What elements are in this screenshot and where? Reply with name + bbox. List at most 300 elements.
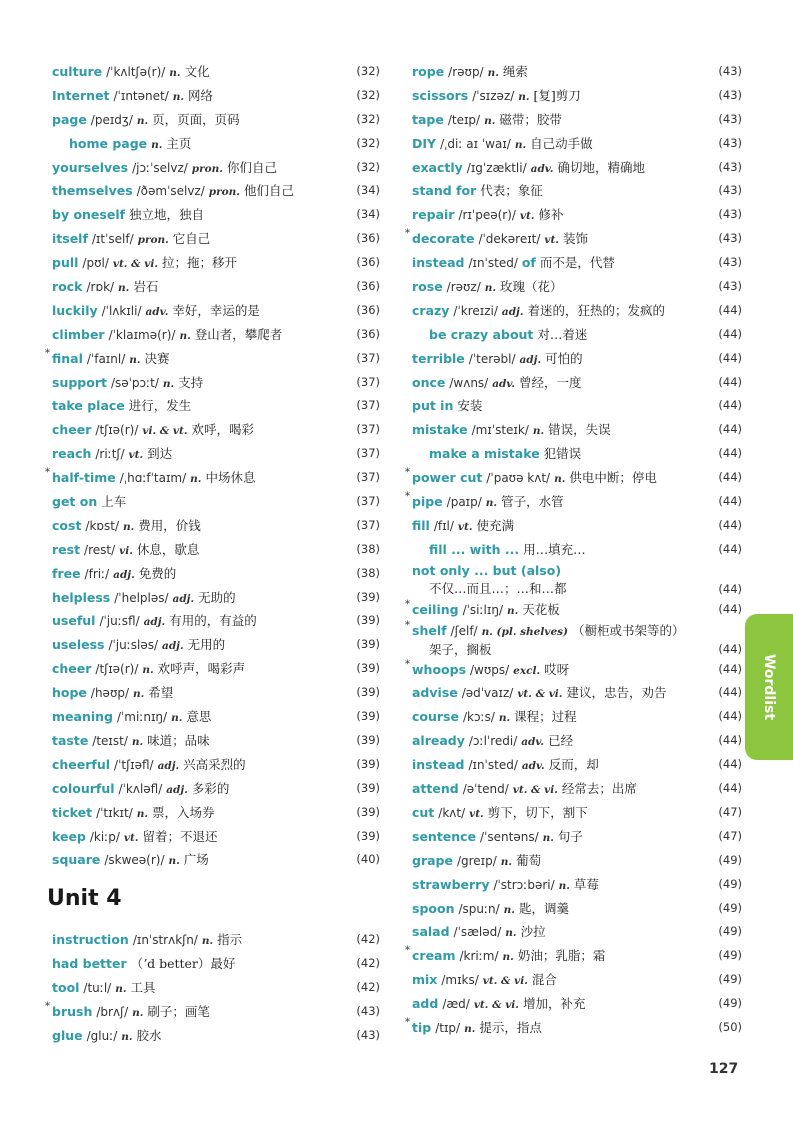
phonetic: /əˈtend/ — [462, 782, 509, 797]
page-reference: (44) — [718, 733, 742, 748]
entry-line — [412, 781, 637, 796]
entry-line — [52, 852, 209, 867]
chinese-meaning: 指示 — [217, 932, 243, 947]
phonetic: /səˈpɔːt/ — [110, 375, 159, 390]
chinese-meaning: 有用的，有益的 — [169, 613, 257, 629]
part-of-speech: adv. — [492, 377, 516, 390]
phonetic: /ɪnˈsted/ — [468, 758, 518, 773]
wordlist-entry — [412, 753, 742, 777]
page-reference: (37) — [356, 398, 380, 413]
entry-line — [52, 590, 236, 605]
part-of-speech: n. — [123, 520, 135, 533]
wordlist-entry — [52, 132, 380, 156]
headword: home page — [69, 135, 148, 151]
headword: mix — [412, 972, 438, 988]
wordlist-entry — [412, 705, 742, 729]
chinese-meaning: 曾经，一度 — [519, 374, 582, 390]
phonetic: /ˈdekəreɪt/ — [478, 232, 541, 247]
headword: rock — [52, 279, 83, 295]
page-reference: (47) — [718, 804, 742, 819]
page-reference: (36) — [356, 231, 380, 246]
entry-line — [412, 877, 599, 892]
headword: DIY — [412, 135, 437, 151]
entry-line — [412, 996, 585, 1011]
headword: itself — [52, 231, 88, 247]
wordlist-right-column — [405, 60, 742, 1040]
entry-line — [52, 1004, 210, 1019]
wordlist-entry — [405, 658, 742, 682]
page-reference: (34) — [356, 207, 380, 222]
page-reference: (49) — [718, 852, 742, 867]
phonetic: /tɪp/ — [435, 1020, 461, 1035]
part-of-speech: n. — [500, 855, 513, 868]
chinese-meaning: 费用，价钱 — [138, 517, 201, 533]
headword: climber — [52, 326, 105, 342]
headword: whoops — [412, 661, 467, 677]
chinese-meaning: 刷子；画笔 — [147, 1003, 210, 1019]
entry-line — [52, 613, 257, 628]
page-reference: (44) — [718, 601, 742, 616]
headword: mistake — [412, 422, 468, 438]
chinese-meaning: 错误，失误 — [548, 422, 611, 438]
entry-line — [412, 303, 665, 318]
headword: make a mistake — [429, 446, 540, 462]
entry-line — [429, 446, 581, 461]
page-reference: (44) — [718, 422, 742, 437]
chinese-meaning: 拉；拖；移开 — [161, 255, 237, 271]
wordlist-entry — [52, 976, 380, 1000]
chinese-meaning: 上车 — [101, 494, 127, 510]
headword: crazy — [412, 302, 450, 318]
page-reference: (43) — [718, 279, 742, 294]
page-reference: (44) — [718, 581, 742, 596]
part-of-speech: n. — [498, 712, 511, 725]
page-reference: (39) — [356, 685, 380, 700]
phonetic: /ˈfaɪnl/ — [86, 351, 126, 366]
chinese-meaning: 而不是，代替 — [539, 255, 615, 271]
page-reference: (49) — [718, 924, 742, 939]
part-of-speech: n. — [129, 353, 141, 366]
entry-line — [412, 375, 582, 390]
chinese-meaning: 沙拉 — [520, 924, 546, 940]
wordlist-entry — [412, 275, 742, 299]
part-of-speech: n. — [162, 377, 175, 390]
page-reference: (44) — [718, 494, 742, 509]
part-of-speech: adv. — [521, 736, 545, 749]
chinese-meaning: 多彩的 — [191, 780, 230, 796]
phonetic: /teɪp/ — [447, 112, 481, 127]
optional-word-marker: * — [405, 228, 410, 240]
headword: take place — [52, 398, 125, 414]
chinese-meaning: 经常去；出席 — [561, 781, 637, 797]
part-of-speech: n. — [542, 831, 554, 844]
chinese-meaning: 岩石 — [133, 279, 159, 295]
part-of-speech: n. — [190, 473, 202, 486]
chinese-meaning: 页，页面，页码 — [152, 111, 240, 127]
page-reference: (37) — [356, 517, 380, 532]
headword: shelf — [412, 622, 447, 638]
wordlist-entry — [52, 633, 380, 657]
page-reference: (43) — [356, 1003, 380, 1018]
phonetic: /ˈpaʊə kʌt/ — [486, 471, 551, 486]
part-of-speech: n. — [142, 664, 154, 677]
headword: cream — [412, 948, 456, 964]
chinese-meaning: 广场 — [183, 852, 209, 868]
headword: taste — [52, 732, 89, 748]
wordlist-entry — [52, 681, 380, 705]
chinese-meaning: 确切地，精确地 — [557, 159, 645, 175]
part-of-speech: pron. — [137, 234, 169, 247]
part-of-speech: vt. & vi. — [473, 999, 519, 1012]
headword: luckily — [52, 302, 98, 318]
headword: pull — [52, 255, 79, 271]
entry-line — [52, 1028, 162, 1043]
headword: half-time — [52, 470, 116, 486]
wordlist-entry — [52, 657, 380, 681]
page-reference: (43) — [718, 183, 742, 198]
headword: ceiling — [412, 601, 459, 617]
phonetic: /ɪnˈstrʌkʃn/ — [132, 933, 198, 947]
wordlist-entry — [412, 156, 742, 180]
wordlist-entry — [412, 251, 742, 275]
wordlist-entry — [412, 801, 742, 825]
chinese-meaning: 修补 — [538, 207, 564, 223]
chinese-meaning: 意思 — [186, 709, 212, 725]
wordlist-entry — [412, 60, 742, 84]
wordlist-entry — [52, 1024, 380, 1048]
wordlist-entry — [52, 825, 380, 849]
headword: tip — [412, 1019, 432, 1035]
headword-suffix: of — [521, 255, 536, 271]
entry-line — [412, 948, 605, 963]
headword: had better — [52, 955, 127, 971]
part-of-speech: n. — [514, 138, 527, 151]
part-of-speech: n. — [518, 90, 530, 103]
optional-word-marker: * — [45, 1000, 50, 1012]
page-reference: (47) — [718, 828, 742, 843]
side-tab-label: Wordlist — [761, 653, 777, 721]
optional-word-marker: * — [405, 945, 410, 957]
chinese-meaning: 兴高采烈的 — [183, 756, 246, 772]
chinese-meaning: 对…着迷 — [537, 326, 588, 342]
chinese-meaning: 可怕的 — [545, 350, 583, 366]
chinese-meaning: 犯错误 — [543, 446, 582, 462]
headword: stand for — [412, 183, 477, 199]
chinese-meaning: 票，入场券 — [152, 804, 215, 820]
chinese-meaning: 独立地，独自 — [129, 207, 205, 223]
page-reference: (44) — [718, 641, 742, 656]
chinese-meaning: 自己动手做 — [530, 135, 593, 151]
wordlist-entry — [412, 394, 742, 418]
entry-line — [412, 805, 588, 820]
page-reference: (39) — [356, 613, 380, 628]
entry-line — [412, 231, 588, 246]
page-reference: (34) — [356, 183, 380, 198]
chinese-meaning: 不仅…而且…；…和…都 — [429, 580, 567, 596]
headword: culture — [52, 64, 103, 79]
phonetic: /kɒst/ — [85, 518, 120, 533]
part-of-speech: n. — [502, 951, 514, 964]
part-of-speech: vt. & vi. — [482, 975, 528, 988]
wordlist-entry — [52, 514, 380, 538]
wordlist-entry — [405, 490, 742, 514]
entry-line — [412, 924, 546, 939]
page-reference: (39) — [356, 589, 380, 604]
headword: meaning — [52, 709, 113, 725]
page-reference: (42) — [356, 932, 380, 946]
wordlist-entry — [412, 849, 742, 873]
entry-line — [52, 279, 158, 294]
wordlist-entry — [52, 609, 380, 633]
chinese-meaning: 免费的 — [138, 565, 177, 581]
phonetic: /ˈsæləd/ — [453, 925, 502, 940]
phonetic: /ˌhɑːfˈtaɪm/ — [119, 471, 187, 486]
page-reference: (37) — [356, 446, 380, 461]
wordlist-entry — [412, 179, 742, 203]
wordlist-entry — [52, 84, 380, 108]
phonetic: /rəʊp/ — [448, 65, 484, 79]
page-reference: (37) — [356, 470, 380, 485]
headword: exactly — [412, 159, 463, 175]
wordlist-entry — [412, 514, 742, 538]
headword: themselves — [52, 183, 133, 199]
chinese-meaning: 匙，调羹 — [518, 900, 569, 916]
part-of-speech: excl. — [513, 664, 541, 677]
part-of-speech: n. — [558, 879, 570, 892]
headword: ticket — [52, 804, 93, 820]
headword: pipe — [412, 494, 443, 510]
part-of-speech: n. — [168, 855, 180, 868]
wordlist-unit4-column — [45, 928, 380, 1047]
entry-line — [52, 64, 210, 79]
chinese-meaning: 进行，发生 — [128, 398, 192, 414]
chinese-meaning: 建议，忠告，劝告 — [566, 685, 667, 701]
headword: be crazy about — [429, 326, 534, 342]
phonetic: /kɔːs/ — [462, 710, 495, 725]
part-of-speech: adj. — [162, 640, 184, 653]
chinese-meaning: 无用的 — [187, 637, 226, 653]
headword: keep — [52, 828, 86, 844]
wordlist-entry — [45, 1000, 380, 1024]
part-of-speech: n. — [554, 473, 566, 486]
part-of-speech: adj. — [501, 305, 524, 318]
phonetic: /rəʊz/ — [446, 280, 481, 295]
chinese-meaning: 希望 — [148, 685, 174, 701]
part-of-speech: n. — [151, 138, 163, 151]
chinese-meaning: 欢呼，喝彩 — [191, 422, 255, 438]
headword: cut — [412, 804, 435, 820]
page-reference: (43) — [718, 255, 742, 270]
phonetic: /ɪtˈself/ — [91, 232, 134, 247]
entry-line — [52, 566, 176, 581]
wordlist-entry — [412, 992, 742, 1016]
wordlist-entry — [52, 586, 380, 610]
part-of-speech: n. — [484, 114, 496, 127]
headword: salad — [412, 924, 450, 940]
phonetic: /ˈkʌltʃə(r)/ — [106, 65, 166, 79]
wordlist-entry — [412, 84, 742, 108]
page-reference: (44) — [718, 709, 742, 724]
part-of-speech: n. — [532, 425, 545, 438]
chinese-meaning: 剪下，切下，割下 — [487, 804, 588, 820]
wordlist-entry — [405, 466, 742, 490]
phonetic: /rɪˈpeə(r)/ — [458, 208, 516, 223]
part-of-speech: adv. — [530, 162, 554, 175]
phonetic: /ˈlʌkɪli/ — [101, 303, 142, 318]
page-reference: (49) — [718, 972, 742, 987]
chinese-meaning: 提示，指点 — [479, 1019, 542, 1035]
headword: Internet — [52, 87, 110, 103]
part-of-speech: vt. & vi. — [517, 688, 563, 701]
headword: cost — [52, 517, 82, 533]
page-reference: (43) — [718, 207, 742, 222]
entry-line — [52, 351, 170, 366]
page-reference: (32) — [356, 135, 380, 150]
entry-line — [52, 231, 210, 246]
page-number: 127 — [709, 1061, 739, 1077]
phonetic: /wʊps/ — [470, 662, 510, 677]
part-of-speech: n. — [169, 67, 181, 79]
entry-line — [412, 1020, 542, 1035]
part-of-speech: n. — [121, 1030, 133, 1043]
entry-line — [412, 709, 577, 724]
headword: by oneself — [52, 207, 126, 223]
phonetic: /jɔːˈselvz/ — [132, 160, 188, 175]
wordlist-entry — [412, 538, 742, 562]
entry-line — [412, 160, 645, 175]
entry-line — [412, 470, 657, 485]
headword: instead — [412, 757, 465, 773]
chinese-meaning: 它自己 — [172, 231, 211, 247]
entry-line — [52, 733, 210, 748]
wordlist-entry — [412, 299, 742, 323]
headword: grape — [412, 852, 453, 868]
wordlist-entry — [412, 777, 742, 801]
wordlist-entry — [52, 753, 380, 777]
page-reference: (36) — [356, 326, 380, 341]
entry-line — [52, 303, 260, 318]
headword: instead — [412, 255, 465, 271]
chinese-meaning: 绳索 — [502, 64, 528, 79]
page-reference: (36) — [356, 279, 380, 294]
headword: square — [52, 852, 101, 868]
part-of-speech: n. — [136, 807, 149, 820]
headword: tape — [412, 111, 444, 127]
phonetic: /rɒk/ — [86, 280, 115, 295]
headword: add — [412, 996, 439, 1012]
entry-line — [412, 494, 564, 509]
headword: repair — [412, 207, 455, 223]
page-reference: (44) — [718, 661, 742, 676]
page-reference: (36) — [356, 302, 380, 317]
entry-line — [412, 901, 569, 916]
headword: helpless — [52, 589, 111, 605]
entry-line — [52, 183, 294, 198]
part-of-speech: adj. — [519, 353, 542, 366]
part-of-speech: n. — [131, 735, 144, 748]
entry-line — [52, 398, 191, 413]
headword: power cut — [412, 470, 483, 486]
chinese-meaning: 主页 — [166, 135, 192, 151]
page-reference: (37) — [356, 350, 380, 365]
phonetic: /ˈjuːsfl/ — [99, 614, 140, 629]
headword: get on — [52, 494, 98, 510]
phonetic: /skweə(r)/ — [104, 853, 165, 868]
headword: page — [52, 111, 87, 127]
chinese-meaning: 奶油；乳脂；霜 — [517, 948, 606, 964]
entry-line — [52, 932, 242, 947]
chinese-meaning: 他们自己 — [243, 183, 294, 199]
part-of-speech: vt. & vi. — [512, 784, 558, 797]
chinese-meaning: 欢呼声，喝彩声 — [157, 661, 246, 677]
part-of-speech: n. — [484, 282, 497, 295]
phonetic: /tuːl/ — [83, 980, 112, 995]
wordlist-entry — [412, 418, 742, 442]
headword: final — [52, 350, 83, 366]
page-reference: (42) — [356, 979, 380, 994]
page-reference: (44) — [718, 517, 742, 532]
phonetic: /ɔːlˈredi/ — [468, 734, 518, 749]
wordlist-entry — [412, 562, 742, 598]
part-of-speech: n. — [485, 497, 498, 510]
phonetic: /ˈstrɔːbəri/ — [493, 877, 555, 892]
phonetic: /brʌʃ/ — [96, 1004, 129, 1019]
entry-line — [52, 757, 246, 772]
wordlist-entry — [52, 179, 380, 203]
part-of-speech: adj. — [166, 783, 188, 796]
wordlist-entry — [52, 251, 380, 275]
chinese-meaning: 管子，水管 — [501, 494, 564, 510]
part-of-speech: n. — [132, 1006, 144, 1019]
page-reference: (49) — [718, 876, 742, 891]
entry-line — [412, 972, 557, 987]
chinese-meaning: 中场休息 — [205, 470, 256, 486]
wordlist-entry — [412, 371, 742, 395]
phonetic: /həʊp/ — [90, 686, 130, 701]
phonetic: /ˈɪntənet/ — [113, 88, 169, 103]
phonetic: /ˈsentəns/ — [480, 829, 539, 844]
optional-word-marker: * — [405, 598, 410, 610]
wordlist-entry — [52, 371, 380, 395]
headword: colourful — [52, 780, 115, 796]
wordlist-entry — [52, 203, 380, 227]
chinese-meaning: 支持 — [178, 374, 204, 390]
wordlist-entry — [52, 299, 380, 323]
page-reference: (42) — [356, 955, 380, 970]
entry-line — [412, 422, 611, 437]
wordlist-entry — [412, 442, 742, 466]
chinese-meaning: 磁带；胶带 — [499, 111, 562, 127]
phonetic: /æd/ — [442, 997, 470, 1012]
chinese-meaning: 天花板 — [522, 601, 560, 617]
entry-line — [412, 757, 599, 772]
headword: strawberry — [412, 876, 490, 892]
headword: yourselves — [52, 159, 129, 175]
phonetic: /ˈsiːlɪŋ/ — [462, 602, 503, 617]
phonetic: /riːtʃ/ — [95, 447, 125, 462]
phonetic: /tʃɪə(r)/ — [95, 423, 139, 438]
wordlist-entry — [412, 323, 742, 347]
part-of-speech: n. — [179, 329, 191, 342]
headword: rose — [412, 279, 443, 295]
wordlist-entry — [412, 920, 742, 944]
phonetic: /ðəmˈselvz/ — [136, 184, 205, 199]
headword: not only ... but (also) — [412, 562, 562, 578]
headword: once — [412, 374, 446, 390]
entry-line — [52, 709, 211, 724]
phonetic: /rest/ — [84, 542, 116, 557]
phonetic: /gluː/ — [86, 1028, 118, 1043]
